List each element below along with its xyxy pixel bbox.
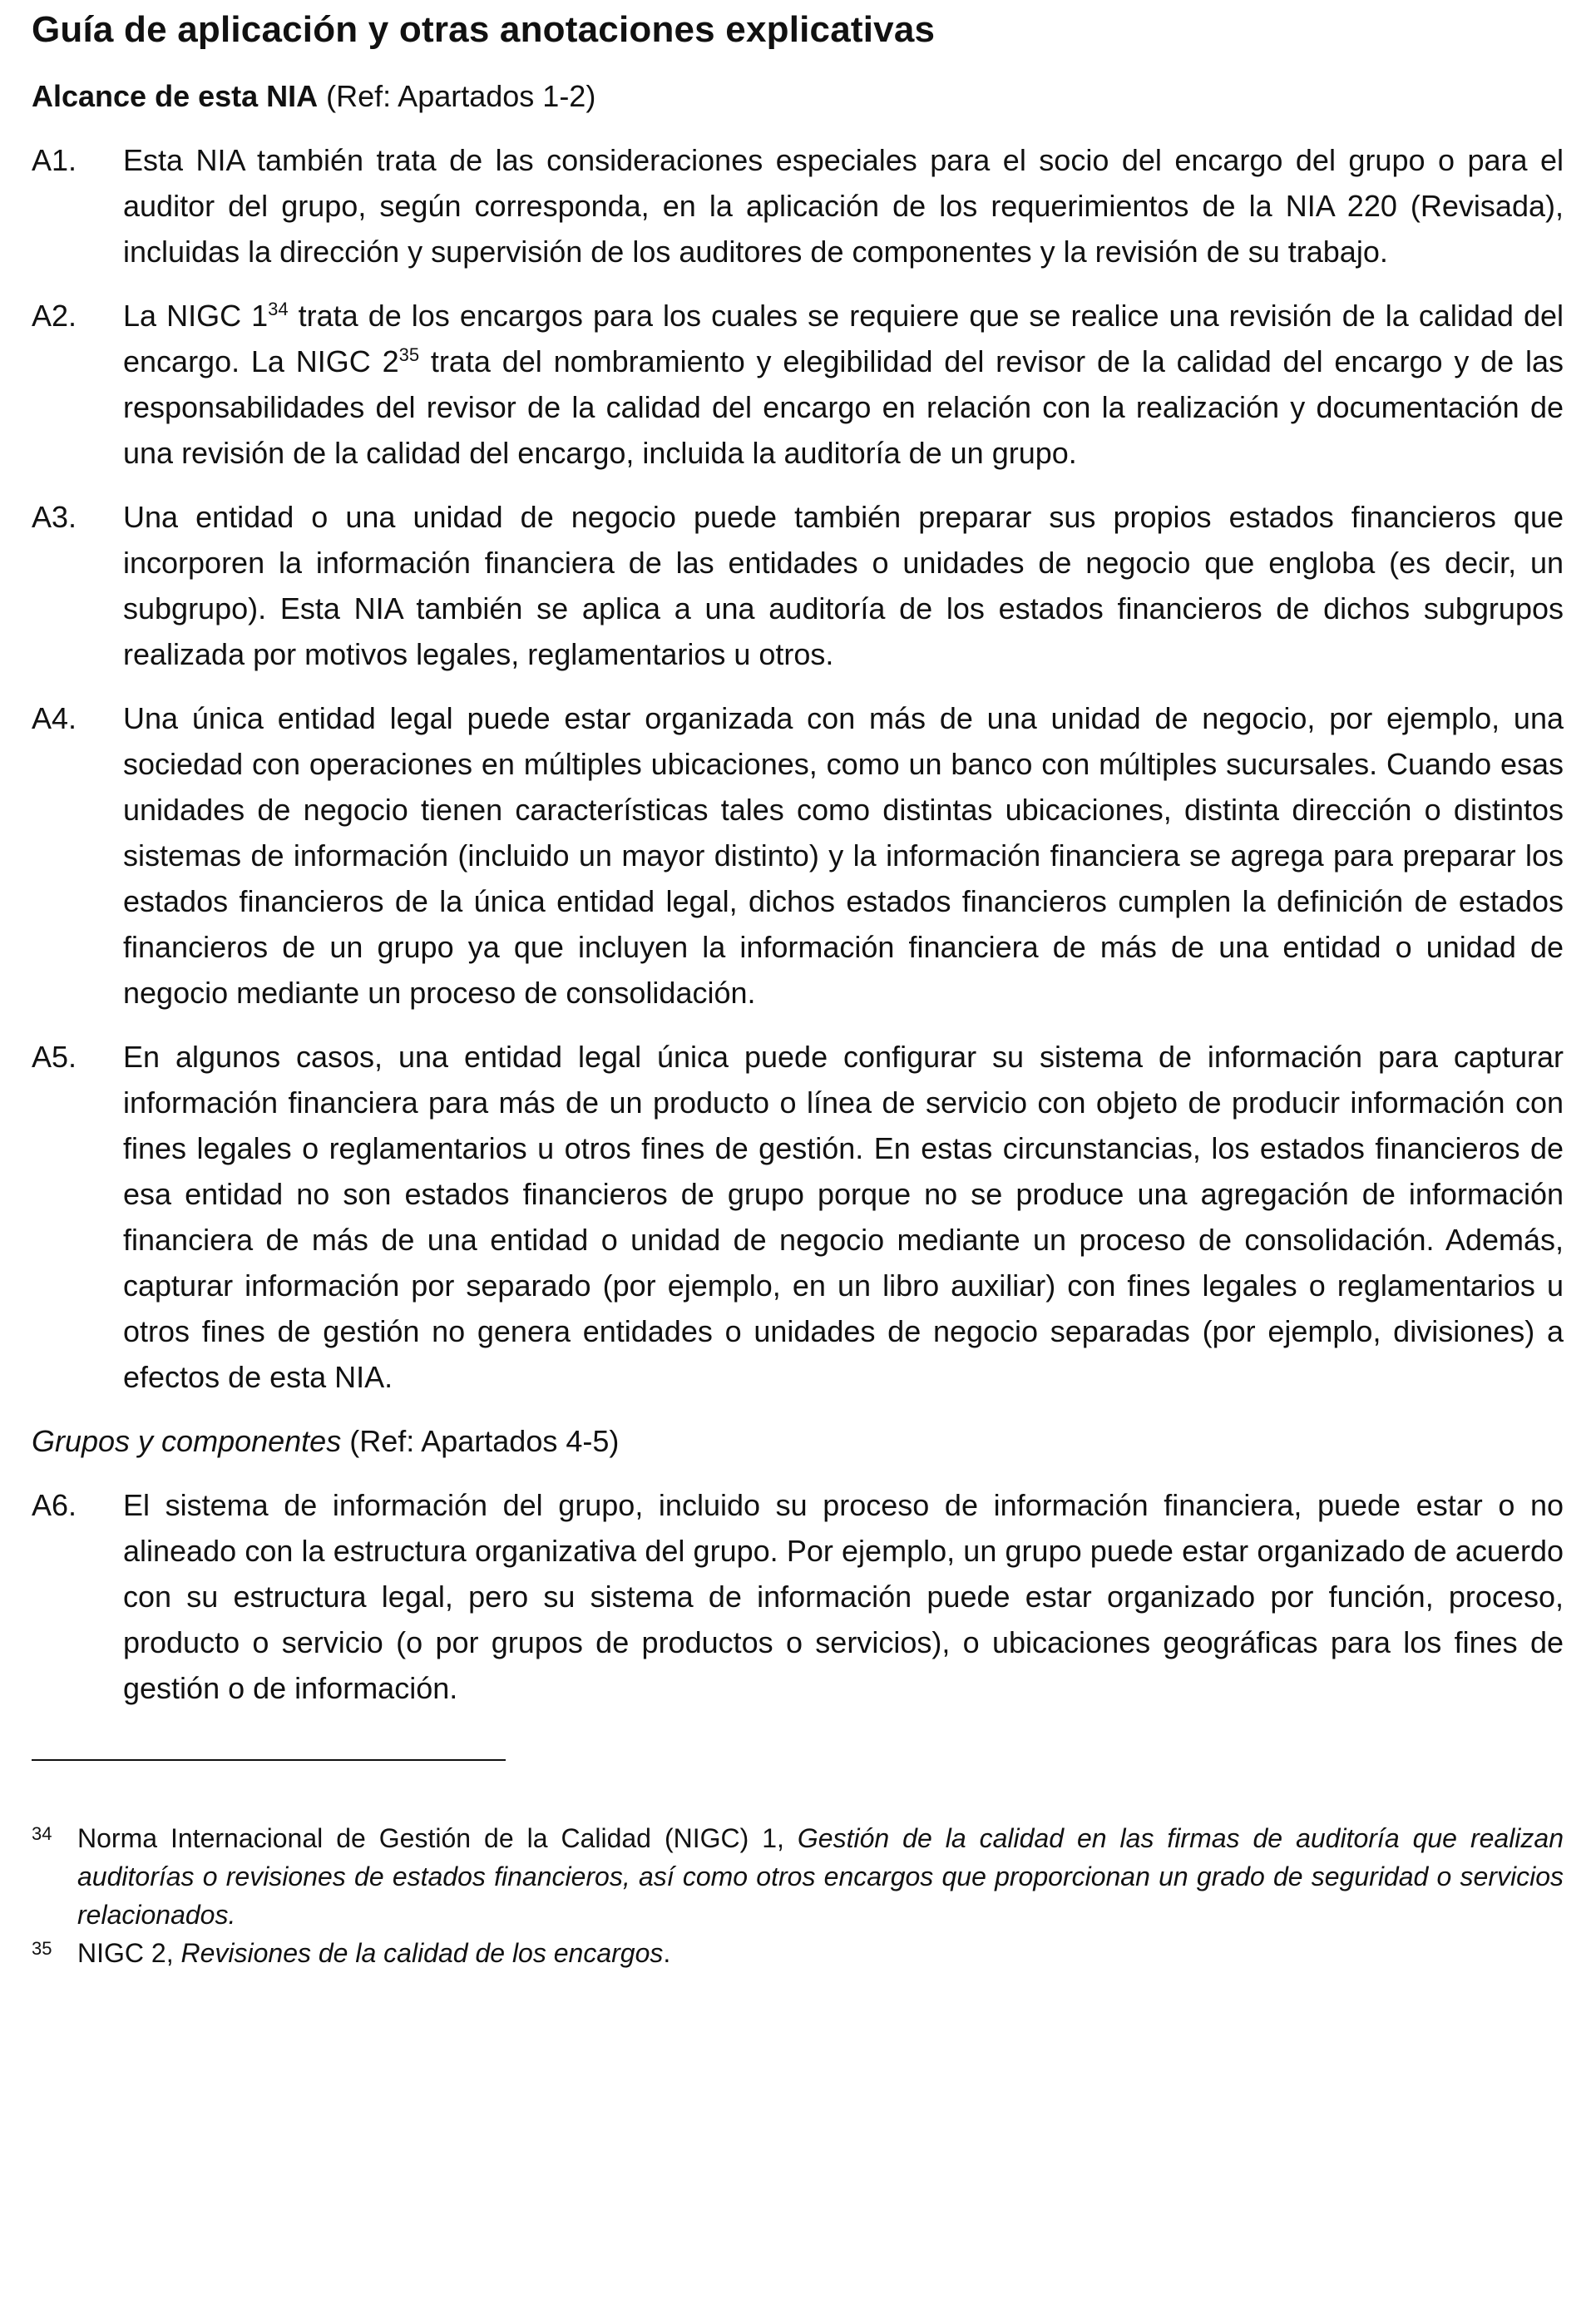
paragraph-a4 (32, 695, 1564, 1016)
footnote-number: 34 (32, 1823, 52, 1844)
paragraph-text: Una única entidad legal puede estar organizada con más de una unidad de negocio, por ejemplo, una sociedad con operaciones en múltiples ubicaciones, como un banco con múltiples sucursales. Cuando esas unidades de negocio tienen características tales como distintas ubicaciones, distinta dirección o distintos sistemas de información (incluido un mayor distinto) y la información financiera se agrega para preparar los estados financieros de la única entidad legal, dichos estados financieros cumplen la definición de estados financieros de un grupo ya que incluyen la información financiera de más de una entidad o unidad de negocio mediante un proceso de consolidación. (123, 701, 1564, 1010)
footnote-text-italic: Gestión de la calidad en las firmas de auditoría que realizan auditorías o revisiones de estados financieros, así como otros encargos que proporcionan un grado de seguridad o servicios relacionados. (77, 1823, 1564, 1930)
footnote-text (77, 1819, 1564, 1934)
footnote-reference-35[interactable]: 35 (398, 344, 420, 365)
section-heading-grupos (32, 1418, 1564, 1464)
paragraph-text-part: trata de los encargos para los cuales se requiere que se realice una revisión de la calidad del encargo. La NIGC 2 (123, 299, 1564, 378)
paragraph-text (123, 293, 1564, 476)
paragraph-number: A6. (32, 1488, 77, 1522)
footnote-text-italic: Revisiones de la calidad de los encargos (180, 1938, 664, 1968)
paragraph-a6 (32, 1482, 1564, 1711)
footnote-divider (32, 1759, 506, 1761)
paragraph-number: A5. (32, 1040, 77, 1074)
paragraph-text: El sistema de información del grupo, incluido su proceso de información financiera, puede estar o no alineado con la estructura organizativa del grupo. Por ejemplo, un grupo puede estar organizado de acuerdo con su estructura legal, pero su sistema de información puede estar organizado por función, proceso, producto o servicio (o por grupos de productos o servicios), o ubicaciones geográficas para los fines de gestión o de información. (123, 1488, 1564, 1705)
section-heading-title: Grupos y componentes (32, 1424, 342, 1458)
footnote-reference-34[interactable]: 34 (268, 299, 289, 319)
section-heading-alcance (32, 73, 1564, 119)
paragraph-number: A3. (32, 500, 77, 534)
footnote-text (77, 1934, 1564, 1972)
section-heading-title: Alcance de esta NIA (32, 79, 319, 113)
paragraph-number: A4. (32, 701, 77, 735)
footnote-35 (32, 1934, 1564, 1972)
footnote-text-plain: Norma Internacional de Gestión de la Calidad (NIGC) 1, (77, 1823, 798, 1853)
footnote-number: 35 (32, 1938, 52, 1959)
paragraph-a3 (32, 494, 1564, 677)
paragraph-text-part: La NIGC 1 (123, 299, 269, 333)
section-heading-reference: (Ref: Apartados 4-5) (341, 1424, 620, 1458)
section-heading-reference: (Ref: Apartados 1-2) (318, 79, 596, 113)
paragraph-a2 (32, 293, 1564, 476)
paragraph-text-part: trata del nombramiento y elegibilidad del revisor de la calidad del encargo y de las responsabilidades del revisor de la calidad del encargo en relación con la realización y documentación de una revisión de la calidad del encargo, incluida la auditoría de un grupo. (123, 344, 1564, 470)
paragraph-number: A2. (32, 299, 77, 333)
footnotes (32, 1819, 1564, 1972)
footnote-text-plain: NIGC 2, (77, 1938, 181, 1968)
document-page (32, 0, 1564, 1972)
paragraph-number: A1. (32, 143, 77, 177)
footnote-text-end: . (663, 1938, 671, 1968)
paragraph-a5 (32, 1034, 1564, 1400)
paragraph-text: Esta NIA también trata de las consideraciones especiales para el socio del encargo del grupo o para el auditor del grupo, según corresponda, en la aplicación de los requerimientos de la NIA 220 (Revisada), incluidas la dirección y supervisión de los auditores de componentes y la revisión de su trabajo. (123, 143, 1564, 269)
paragraph-text: En algunos casos, una entidad legal única puede configurar su sistema de información para capturar información financiera para más de un producto o línea de servicio con objeto de producir información con fines legales o reglamentarios u otros fines de gestión. En estas circunstancias, los estados financieros de esa entidad no son estados financieros de grupo porque no se produce una agregación de información financiera de más de una entidad o unidad de negocio mediante un proceso de consolidación. Además, capturar información por separado (por ejemplo, en un libro auxiliar) con fines legales o reglamentarios u otros fines de gestión no genera entidades o unidades de negocio separadas (por ejemplo, divisiones) a efectos de esta NIA. (123, 1040, 1564, 1394)
paragraph-text: Una entidad o una unidad de negocio puede también preparar sus propios estados financieros que incorporen la información financiera de las entidades o unidades de negocio que engloba (es decir, un subgrupo). Esta NIA también se aplica a una auditoría de los estados financieros de dichos subgrupos realizada por motivos legales, reglamentarios u otros. (123, 500, 1564, 671)
document-title: Guía de aplicación y otras anotaciones explicativas (32, 9, 936, 50)
footnote-34 (32, 1819, 1564, 1934)
paragraph-a1 (32, 137, 1564, 274)
